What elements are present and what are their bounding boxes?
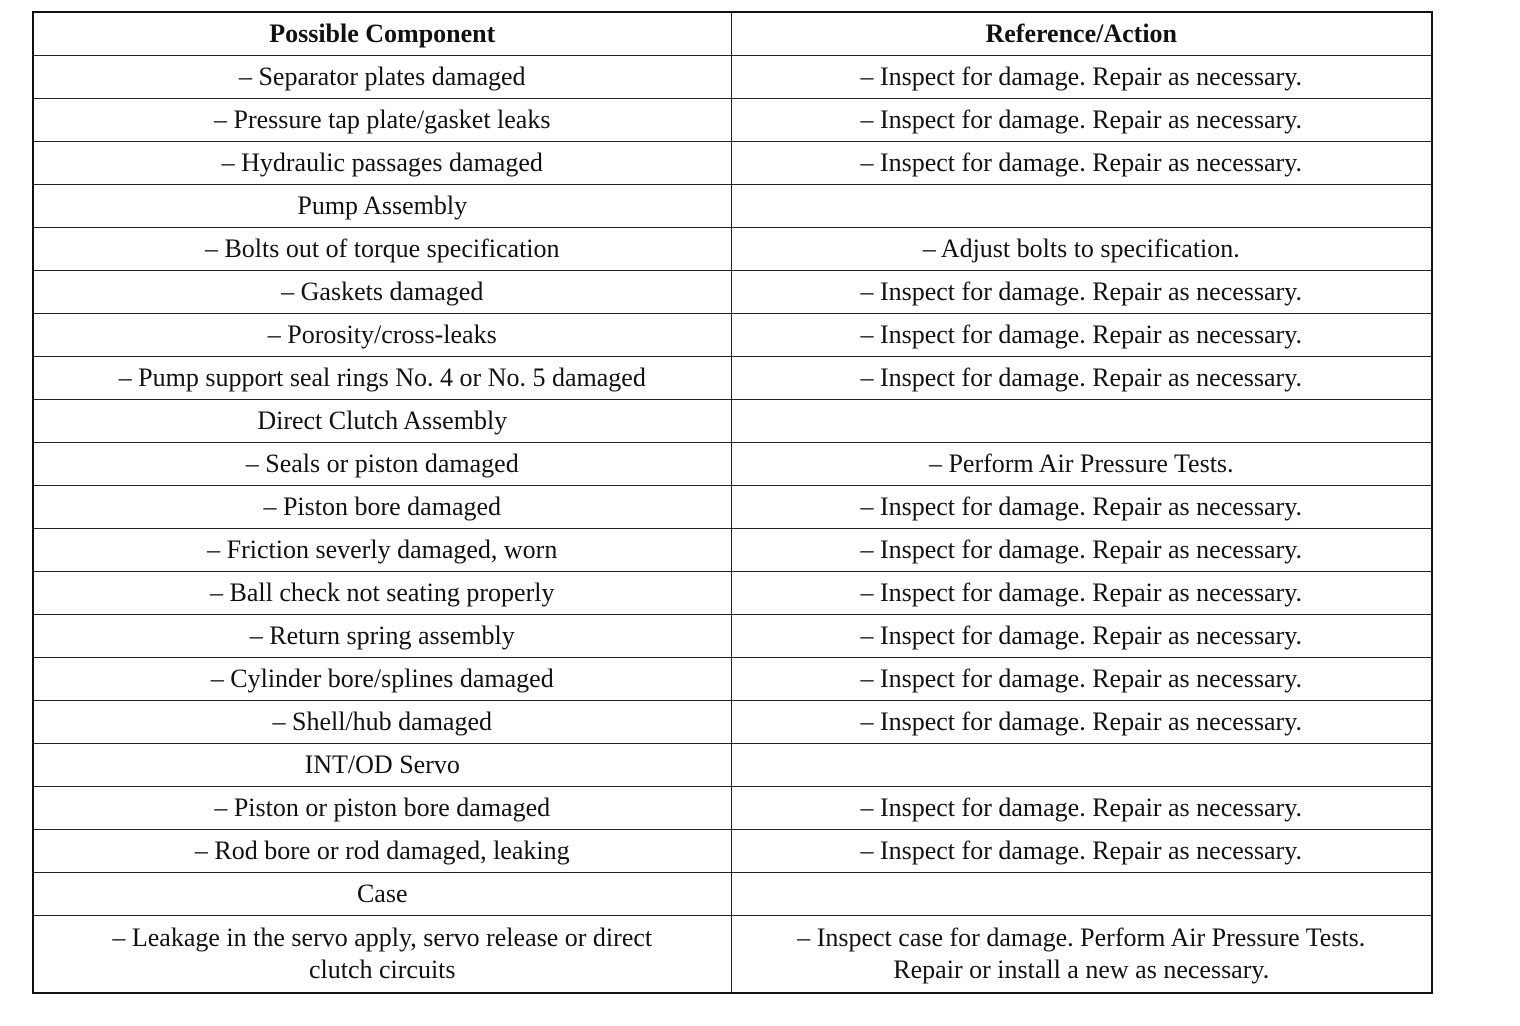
component-cell: – Friction severly damaged, worn — [33, 529, 731, 572]
action-cell: – Adjust bolts to specification. — [731, 228, 1432, 271]
component-cell: – Seals or piston damaged — [33, 443, 731, 486]
component-cell — [33, 916, 731, 994]
table-row — [33, 830, 1432, 873]
action-cell: – Inspect for damage. Repair as necessary. — [731, 615, 1432, 658]
table-row — [33, 443, 1432, 486]
table-row — [33, 314, 1432, 357]
section-row — [33, 185, 1432, 228]
action-cell-line-2: Repair or install a new as necessary. — [893, 955, 1270, 984]
component-cell: – Hydraulic passages damaged — [33, 142, 731, 185]
action-cell-line-1: – Inspect case for damage. Perform Air Pressure Tests. — [797, 923, 1366, 952]
section-heading-cell: Pump Assembly — [33, 185, 731, 228]
action-cell: – Inspect for damage. Repair as necessary. — [731, 572, 1432, 615]
component-cell: – Gaskets damaged — [33, 271, 731, 314]
action-cell: – Inspect for damage. Repair as necessary. — [731, 529, 1432, 572]
component-cell: – Separator plates damaged — [33, 56, 731, 99]
component-cell: – Shell/hub damaged — [33, 701, 731, 744]
component-cell: – Bolts out of torque specification — [33, 228, 731, 271]
table-row — [33, 658, 1432, 701]
component-cell: – Return spring assembly — [33, 615, 731, 658]
action-cell — [731, 744, 1432, 787]
section-row — [33, 744, 1432, 787]
action-cell: – Inspect for damage. Repair as necessary. — [731, 314, 1432, 357]
diagnosis-table — [32, 11, 1433, 994]
action-cell — [731, 400, 1432, 443]
table-row — [33, 357, 1432, 400]
component-cell: – Ball check not seating properly — [33, 572, 731, 615]
header-possible-component: Possible Component — [33, 12, 731, 56]
component-cell: – Pump support seal rings No. 4 or No. 5 damaged — [33, 357, 731, 400]
action-cell: – Inspect for damage. Repair as necessary. — [731, 271, 1432, 314]
section-heading-cell: Case — [33, 873, 731, 916]
section-row — [33, 873, 1432, 916]
component-cell: – Rod bore or rod damaged, leaking — [33, 830, 731, 873]
header-reference-action: Reference/Action — [731, 12, 1432, 56]
section-heading-cell: INT/OD Servo — [33, 744, 731, 787]
action-cell: – Perform Air Pressure Tests. — [731, 443, 1432, 486]
table-header-row — [33, 12, 1432, 56]
table-row — [33, 615, 1432, 658]
table-row — [33, 271, 1432, 314]
action-cell — [731, 185, 1432, 228]
action-cell: – Inspect for damage. Repair as necessary. — [731, 787, 1432, 830]
component-cell: – Piston bore damaged — [33, 486, 731, 529]
table-row — [33, 142, 1432, 185]
component-cell: – Porosity/cross-leaks — [33, 314, 731, 357]
component-cell-line-2: clutch circuits — [308, 955, 456, 984]
action-cell: – Inspect for damage. Repair as necessary. — [731, 99, 1432, 142]
table-row — [33, 99, 1432, 142]
section-row — [33, 400, 1432, 443]
action-cell — [731, 873, 1432, 916]
table-row — [33, 486, 1432, 529]
table-row — [33, 529, 1432, 572]
diagnosis-table-container — [32, 11, 1431, 994]
action-cell: – Inspect for damage. Repair as necessary. — [731, 830, 1432, 873]
action-cell — [731, 916, 1432, 994]
section-heading-cell: Direct Clutch Assembly — [33, 400, 731, 443]
component-cell-line-1: – Leakage in the servo apply, servo release or direct — [112, 923, 653, 952]
table-row — [33, 916, 1432, 994]
table-row — [33, 787, 1432, 830]
table-row — [33, 701, 1432, 744]
action-cell: – Inspect for damage. Repair as necessary. — [731, 701, 1432, 744]
action-cell: – Inspect for damage. Repair as necessary. — [731, 658, 1432, 701]
component-cell: – Pressure tap plate/gasket leaks — [33, 99, 731, 142]
component-cell: – Cylinder bore/splines damaged — [33, 658, 731, 701]
action-cell: – Inspect for damage. Repair as necessary. — [731, 357, 1432, 400]
table-row — [33, 228, 1432, 271]
table-row — [33, 572, 1432, 615]
component-cell: – Piston or piston bore damaged — [33, 787, 731, 830]
action-cell: – Inspect for damage. Repair as necessary. — [731, 486, 1432, 529]
action-cell: – Inspect for damage. Repair as necessary. — [731, 56, 1432, 99]
table-row — [33, 56, 1432, 99]
action-cell: – Inspect for damage. Repair as necessary. — [731, 142, 1432, 185]
